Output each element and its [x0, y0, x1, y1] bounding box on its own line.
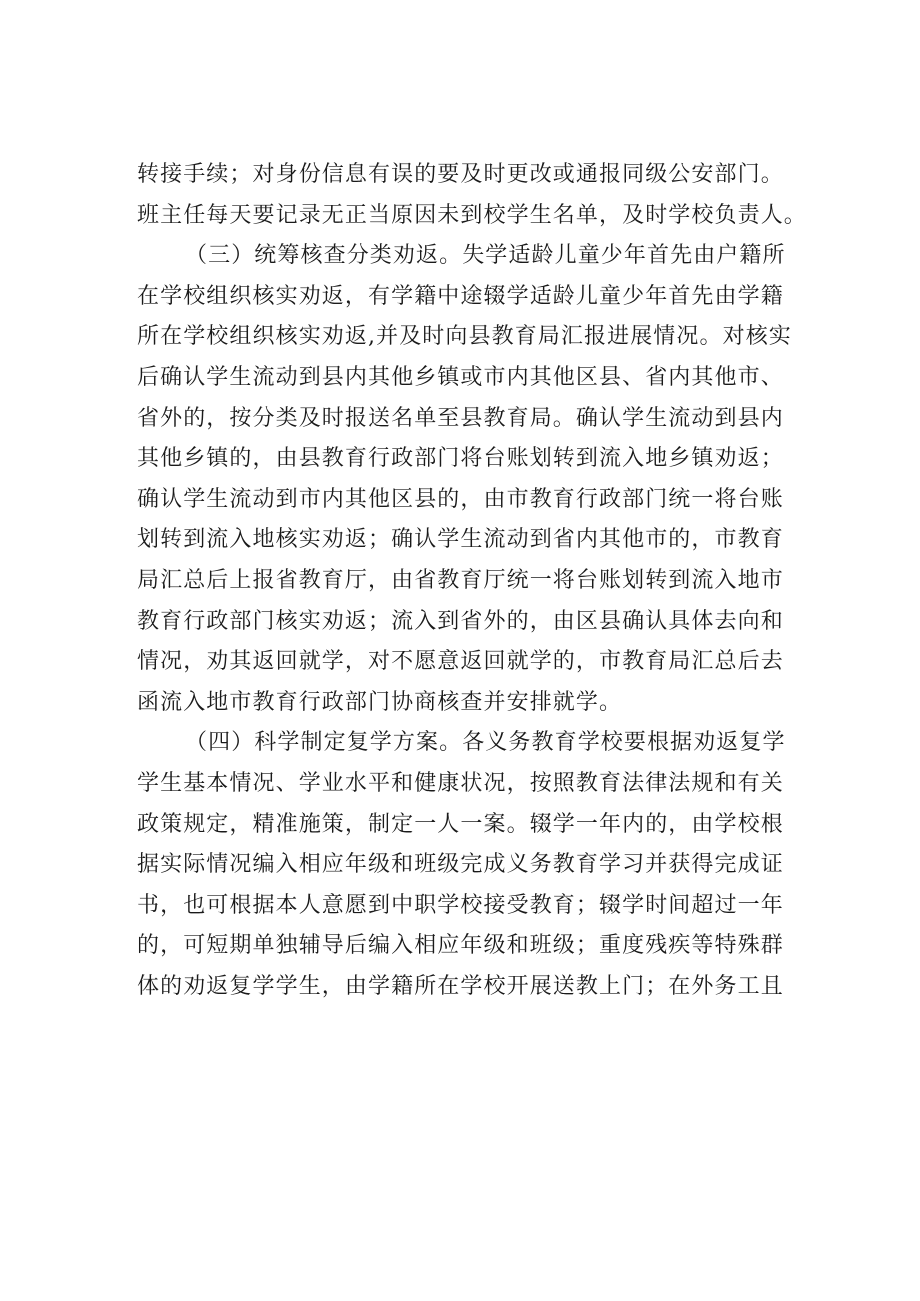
text-line: 局汇总后上报省教育厅，由省教育厅统一将台账划转到流入地市 — [137, 567, 784, 593]
text-line: 体的劝返复学学生，由学籍所在学校开展送教上门；在外务工且 — [137, 973, 784, 999]
text-line: 函流入地市教育行政部门协商核查并安排就学。 — [137, 689, 623, 715]
text-line: 省外的，按分类及时报送名单至县教育局。确认学生流动到县内 — [137, 405, 784, 431]
text-line: 书，也可根据本人意愿到中职学校接受教育；辍学时间超过一年 — [137, 892, 784, 918]
text-line: 的，可短期单独辅导后编入相应年级和班级；重度残疾等特殊群 — [137, 933, 784, 959]
section-heading-line: （三）统筹核查分类劝返。失学适龄儿童少年首先由户籍所 — [185, 243, 786, 269]
text-line: 班主任每天要记录无正当原因未到校学生名单，及时学校负责人。 — [137, 202, 807, 228]
text-line: 后确认学生流动到县内其他乡镇或市内其他区县、省内其他市、 — [137, 364, 784, 390]
section-heading-line: （四）科学制定复学方案。各义务教育学校要根据劝返复学 — [185, 730, 786, 756]
text-line: 教育行政部门核实劝返；流入到省外的，由区县确认具体去向和 — [137, 608, 784, 634]
text-line: 学生基本情况、学业水平和健康状况，按照教育法律法规和有关 — [137, 770, 784, 796]
text-line: 政策规定，精准施策，制定一人一案。辍学一年内的，由学校根 — [137, 811, 784, 837]
text-line: 在学校组织核实劝返，有学籍中途辍学适龄儿童少年首先由学籍 — [137, 283, 784, 309]
text-line: 情况，劝其返回就学，对不愿意返回就学的，市教育局汇总后去 — [137, 649, 784, 675]
text-line: 确认学生流动到市内其他区县的，由市教育行政部门统一将台账 — [137, 486, 784, 512]
body-text — [137, 155, 807, 1007]
text-line: 转接手续；对身份信息有误的要及时更改或通报同级公安部门。 — [137, 162, 784, 187]
text-line: 所在学校组织核实劝返,并及时向县教育局汇报进展情况。对核实 — [137, 324, 792, 350]
text-line: 其他乡镇的，由县教育行政部门将台账划转到流入地乡镇劝返； — [137, 446, 784, 472]
text-line: 据实际情况编入相应年级和班级完成义务教育学习并获得完成证 — [137, 852, 784, 878]
text-line: 划转到流入地核实劝返；确认学生流动到省内其他市的，市教育 — [137, 527, 784, 553]
